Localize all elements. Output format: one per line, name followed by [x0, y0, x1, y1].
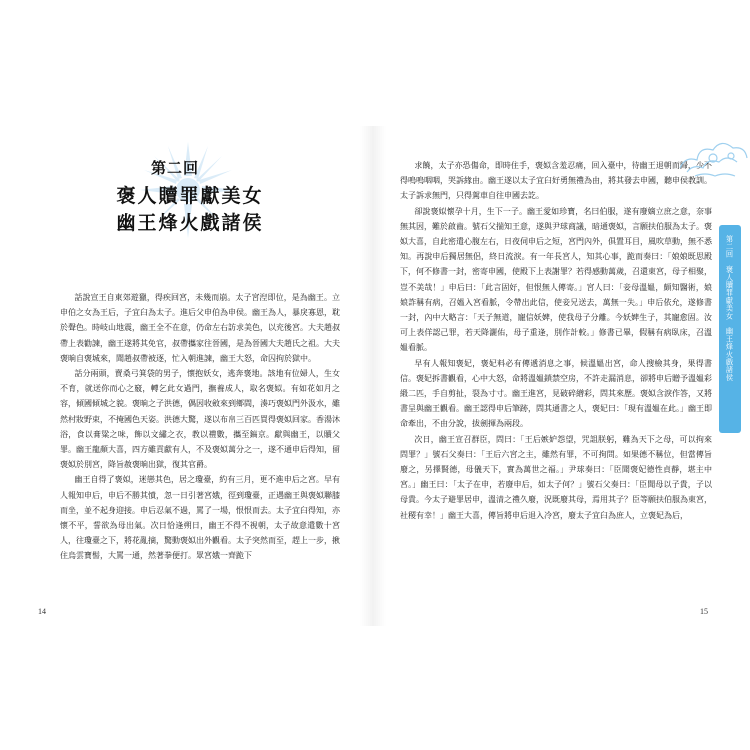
chapter-side-tab — [719, 225, 741, 433]
left-page-body — [60, 290, 340, 564]
page-number-right: 15 — [700, 607, 708, 616]
side-tab-text: 第二回 褒人贖罪獻美女 幽王烽火戲諸侯 — [725, 235, 735, 382]
paragraph: 話分兩頭，賣桑弓箕袋的男子，懷抱妖女，逃奔褒地。該地有位婦人，生女不育，就送你而心之竅，轉乞此女過門，撫養成人，取名褒姒。有如花如月之容，傾國傾城之貌。褒晌之子洪德，偶因收斂來到鄉間，湊巧褒姒門外汲水，雖然村妝野束，不掩國色天姿。洪德大驚，遂以布帛三百匹買得褒姒回家。香湯沐浴，食以膏粱之味，飾以文繡之衣，教以禮數，攜至鎬京。獻與幽王，以贖父罪。幽王龍顏大喜，四方雖貢獻有人，不及褒姒萬分之一，遂不通申后得知，留褒姒於別宮，降旨赦褒晌出獄，復其官爵。 — [60, 369, 340, 470]
paragraph: 次日，幽王宣召群臣，問曰：「王后嫉妒怨望，咒詛朕躬，難為天下之母，可以拘來問罪？」號石父奏曰：「王后六宮之主，雖然有罪，不可拘問。如果德不稱位，但當傳旨廢之，另擇賢德，母儀天下，實為萬世之福。」尹球奏曰：「臣聞褒妃德性貞靜，堪主中宮。」幽王曰：「太子在申，若廢申后，如太子何？」號石父奏曰：「臣聞母以子貴，子以母貴。今太子避罪居申，溫清之禮久廢，況既廢其母，焉用其子？臣等願扶伯服為東宮，社稷有幸！」幽王大喜，傳旨將申后退入冷宮，廢太子宜臼為庶人，立褒妃為后， — [400, 434, 712, 520]
chapter-number: 第二回 — [150, 159, 199, 177]
cloud-ornament-icon — [675, 128, 750, 198]
paragraph: 幽王自得了褒姒，迷戀其色，居之瓊臺，約有三月，更不進申后之宮。早有人報知申后，申后不勝其憤，忽一日引著宮娥，徑到瓊臺，正遇幽王與褒姒聯膝而坐，並不起身迎接。申后忍氣不過，罵了一場，恨恨而去。太子宜臼得知，亦懷不平，誓欲為母出氣。次日恰逢朔日，幽王不得不視朝，太子故意遣數十宮人，往瓊臺之下，將花亂摘，驚動褒姒出外觀看。太子突然而至，趕上一步，揪住烏雲寶髻，大罵一通，然著拳便打。眾宮娥一齊跪下 — [60, 475, 340, 561]
page-number-left: 14 — [38, 607, 46, 616]
paragraph: 卻說褒姒懷孕十月，生下一子。幽王愛如珍寶，名曰伯服，遂有廢嫡立庶之意，奈事無其因，難於啟齒。號石父揣知王意，遂與尹球商議，暗通褒姒，言願扶伯服為太子。褒姒大喜，自此密遣心腹左右，日夜伺申后之短，宮門內外，俱置耳目，風吹草動，無不悉知。再說申后獨居無侶，終日流淚。有一年長宮人，知其心事，跪而奏曰：「娘娘既思殿下，何不修書一封，密寄申國，使殿下上表謝罪？若得感動萬歲，召還東宮，母子相聚，豈不美哉！」申后曰：「此言固好，但恨無人傳寄。」宮人曰：「妾母溫媼，頗知醫術，娘娘詐稱有病，召媼入宮看脈，令帶出此信，使妾兄送去，萬無一失。」申后依允，遂修書一封，內中大略言：「天子無道，寵信妖婢，使我母子分離。今妖婢生子，其寵愈固。汝可上表佯認己罪，若天降灑佑，母子重逢，別作計較。」修書已畢，假稱有病臥床，召溫媼看脈。 — [400, 206, 712, 353]
paragraph: 求饒，太子亦恐傷命，即時住手，褒姒含羞忍痛，回入臺中，待幽王退朝而歸，少不得嗚嗚咽咽，哭訴緣由。幽王遂以太子宜臼好勇無禮為由，將其發去申國，聽申侯教訓。太子訴求無門，只得駕車自往申國去訖。 — [400, 161, 712, 201]
paragraph: 話說宣王自東郊遊獵，得疾回宮，未幾而崩。太子宮湼即位，是為幽王。立申伯之女為王后，子宜臼為太子。進后父申伯為申侯。幽王為人，暴戾寡恩，耽於聲色。時岐山地震，幽王全不在意，仍命左右訪求美色，以充後宮。大夫趙叔帶上表勸諫，幽王遂將其免官，叔帶攜家往晉國，是為晉國大夫趙氏之祖。大夫褒晌自褒城來，聞趙叔帶被逐，忙入朝進諫，幽王大怒，命囚拘於獄中。 — [60, 293, 340, 363]
chapter-title-line-2: 幽王烽火戲諸侯 — [116, 212, 264, 234]
chapter-title-line-1: 褒人贖罪獻美女 — [116, 185, 264, 207]
right-page-body — [400, 158, 712, 523]
paragraph: 早有人報知褒妃，褒妃料必有傳遞消息之事，候溫媼出宮，命人搜檢其身，果得書信。褒妃拆書觀看，心中大怒，命將溫媼鎖禁空房，不許走漏消息，卻將申后贈予溫媼彩緞二匹，手自剪扯，裂為寸寸。幽王進宮，見破碎繒彩，問其來歷。褒姒含淚作答，又將書呈與幽王觀看。幽王認得申后筆跡，問其通書之人，褒妃曰：「現有溫媼在此。」幽王即命牽出，不由分說，拔劍揮為兩段。 — [400, 358, 712, 429]
